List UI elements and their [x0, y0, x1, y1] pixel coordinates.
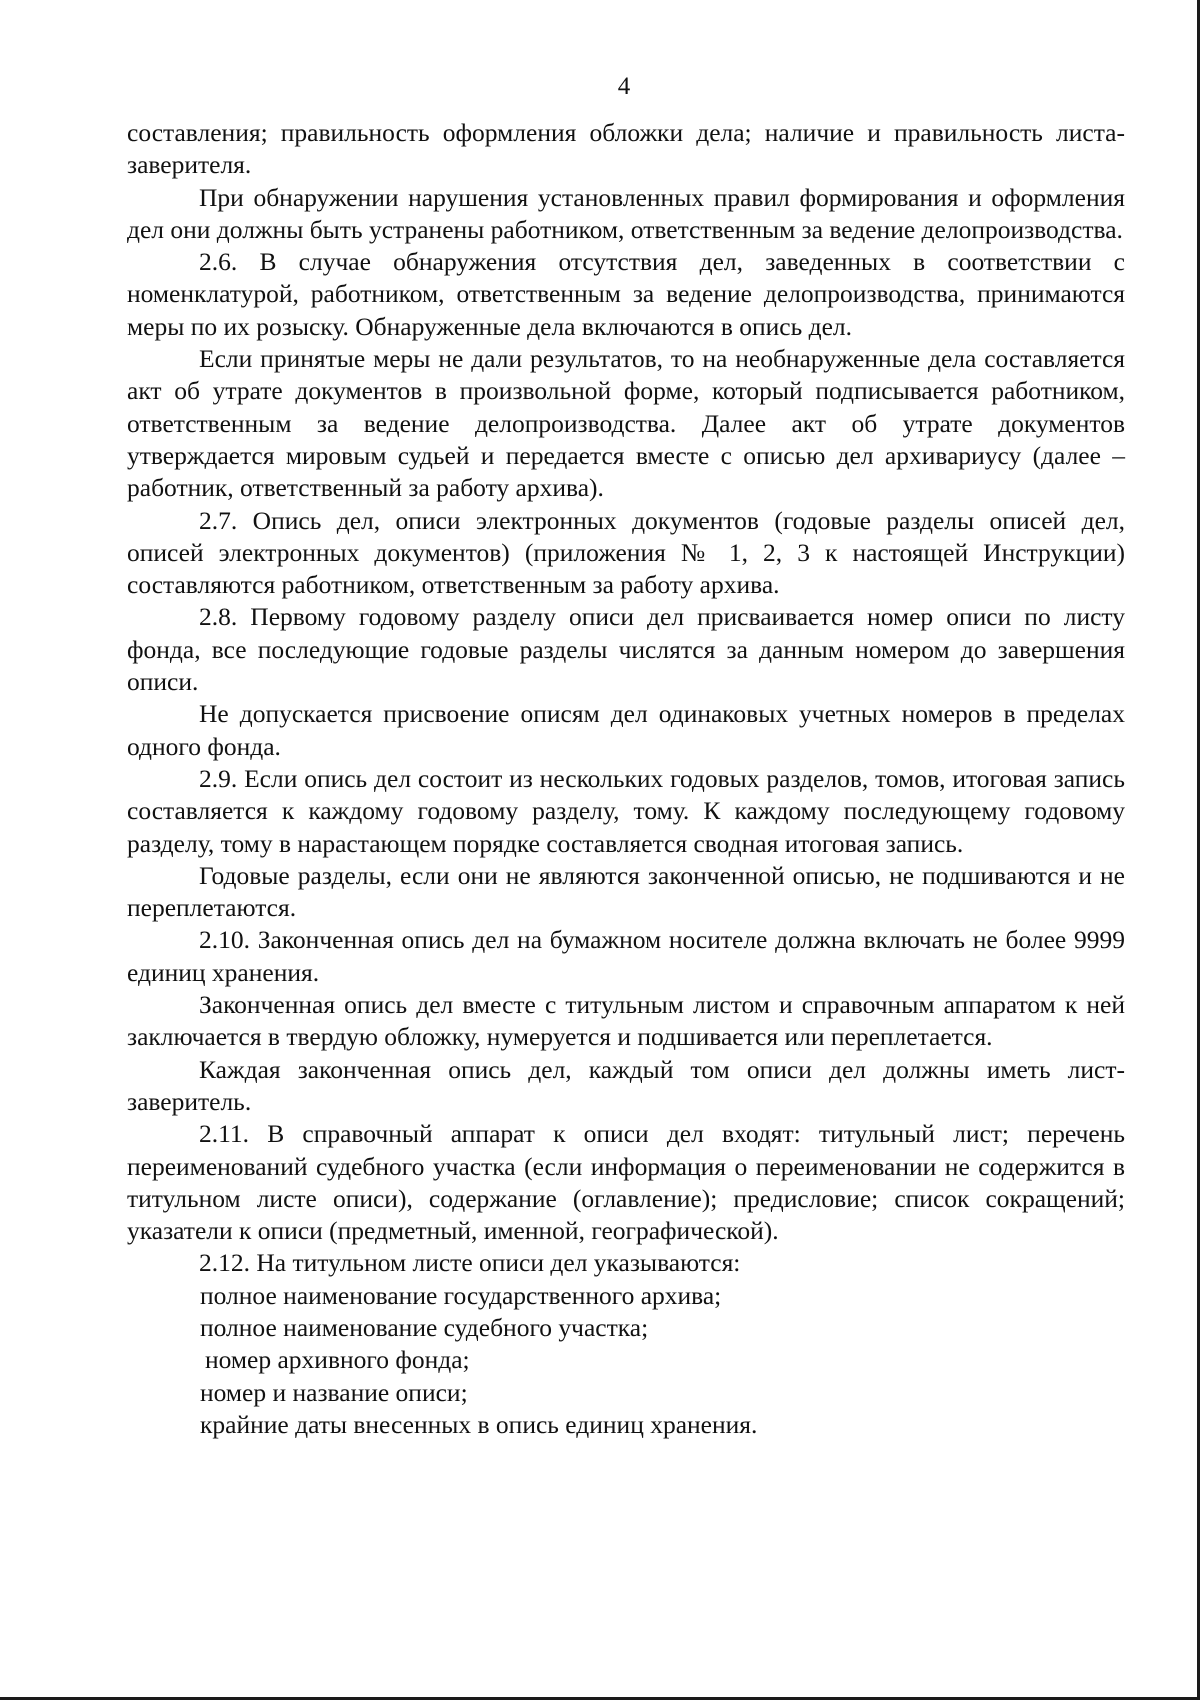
list-item-court-name: полное наименование судебного участка;	[200, 1312, 649, 1342]
list-item-fund-number: номер архивного фонда;	[205, 1345, 470, 1375]
paragraph-continuation: составления; правильность оформления обложки дела; наличие и правильность листа-заверителя.	[127, 118, 1125, 180]
document-body	[127, 117, 1125, 1441]
list-item-archive-name: полное наименование государственного архива;	[200, 1280, 722, 1310]
list-item-inventory-number: номер и название описи;	[200, 1377, 468, 1407]
paragraph-2-12: 2.12. На титульном листе описи дел указываются:	[199, 1248, 741, 1278]
paragraph-2-7: 2.7. Опись дел, описи электронных документов (годовые разделы описей дел, описей электронных документов) (приложения № 1, 2, 3 к настоящей Инструкции) составляются работником, ответственным за работу архива.	[127, 505, 1125, 600]
paragraph-annual-sections: Годовые разделы, если они не являются законченной описью, не подшиваются и не переплетаются.	[127, 860, 1125, 923]
page-number: 4	[617, 73, 631, 100]
paragraph-violations: При обнаружении нарушения установленных правил формирования и оформления дел они должны быть устранены работником, ответственным за ведение делопроизводства.	[127, 182, 1125, 244]
paragraph-2-8: 2.8. Первому годовому разделу описи дел присваивается номер описи по листу фонда, все последующие годовые разделы числятся за данным номером до завершения описи.	[127, 602, 1125, 697]
list-item-date-range: крайние даты внесенных в опись единиц хранения.	[200, 1409, 758, 1439]
paragraph-duplicate-numbers: Не допускается присвоение описям дел одинаковых учетных номеров в пределах одного фонда.	[127, 699, 1125, 761]
paragraph-2-11: 2.11. В справочный аппарат к описи дел входят: титульный лист; перечень переименований судебного участка (если информация о переименовании не содержится в титульном листе описи), содержание (оглавление); предисловие; список сокращений; указатели к описи (предметный, именной, географической).	[127, 1119, 1125, 1246]
paragraph-binding: Законченная опись дел вместе с титульным листом и справочным аппаратом к ней заключается в твердую обложку, нумеруется и подшивается или переплетается.	[127, 990, 1125, 1052]
paragraph-loss-act: Если принятые меры не дали результатов, то на необнаруженные дела составляется акт об утрате документов в произвольной форме, который подписывается работником, ответственным за ведение делопроизводства. Далее акт об утрате документов утверждается мировым судьей и передается вместе с описью дел архивариусу (далее – работник, ответственный за работу архива).	[127, 344, 1125, 503]
paragraph-2-6: 2.6. В случае обнаружения отсутствия дел, заведенных в соответствии с номенклатурой, работником, ответственным за ведение делопроизводства, принимаются меры по их розыску. Обнаруженные дела включаются в опись дел.	[127, 247, 1125, 341]
paragraph-2-9: 2.9. Если опись дел состоит из нескольких годовых разделов, томов, итоговая запись составляется к каждому годовому разделу, тому. К каждому последующему годовому разделу, тому в нарастающем порядке составляется сводная итоговая запись.	[127, 763, 1125, 858]
paragraph-2-10: 2.10. Законченная опись дел на бумажном носителе должна включать не более 9999 единиц хранения.	[127, 925, 1125, 987]
paragraph-certification-sheet: Каждая законченная опись дел, каждый том описи дел должны иметь лист-заверитель.	[127, 1054, 1125, 1116]
